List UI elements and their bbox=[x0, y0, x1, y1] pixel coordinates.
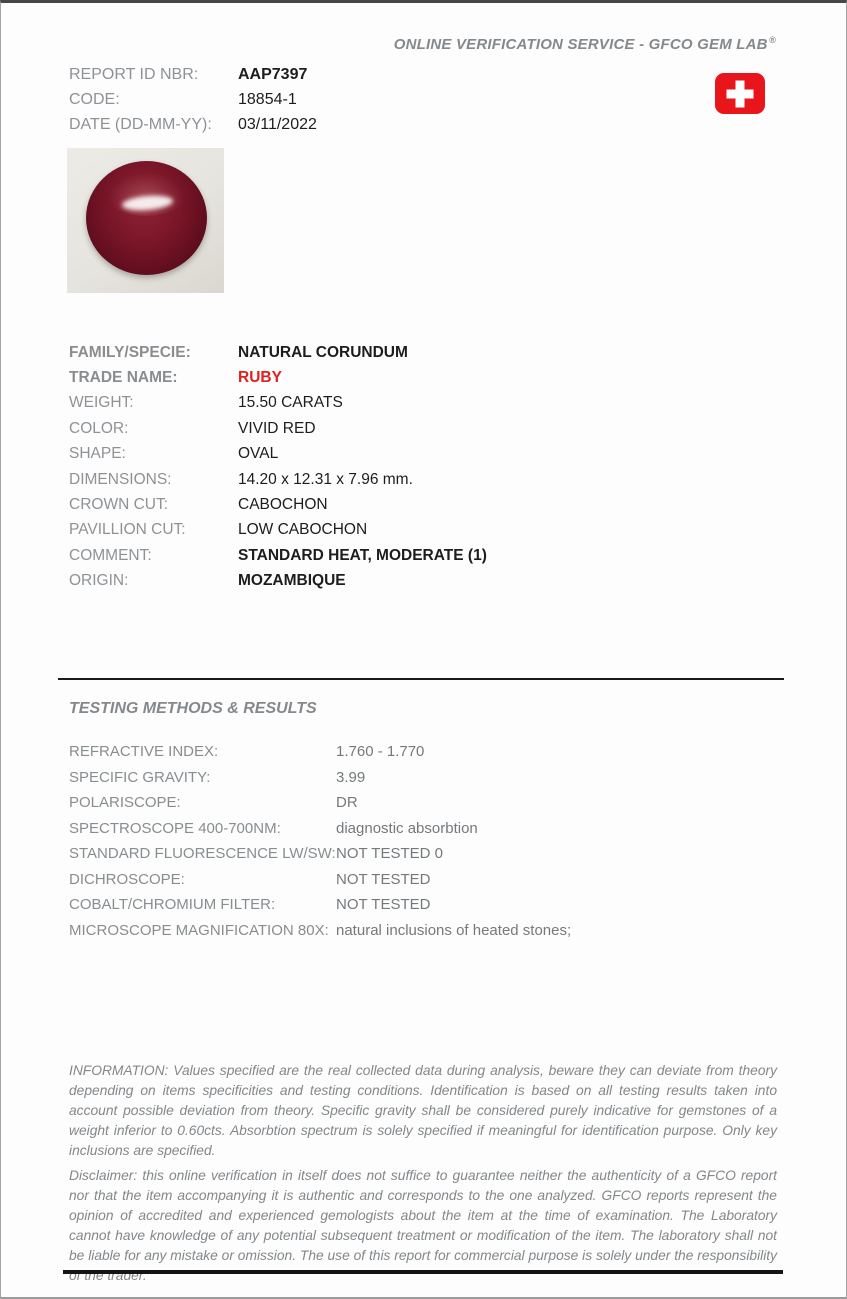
registered-mark: ® bbox=[769, 35, 776, 45]
color-row bbox=[69, 416, 487, 441]
dimensions-row bbox=[69, 467, 487, 492]
microscope-value: natural inclusions of heated stones; bbox=[336, 921, 572, 939]
weight-value: 15.50 CARATS bbox=[238, 394, 343, 412]
family-specie-row bbox=[69, 340, 487, 365]
pavillion-cut-value: LOW CABOCHON bbox=[238, 521, 368, 539]
dichroscope-value: NOT TESTED bbox=[336, 870, 431, 888]
origin-label: ORIGIN: bbox=[69, 572, 129, 590]
swiss-flag-icon bbox=[715, 73, 765, 114]
date-label: DATE (DD-MM-YY): bbox=[69, 115, 212, 133]
footer-double-rule bbox=[63, 1270, 783, 1274]
comment-row bbox=[69, 543, 487, 568]
specific-gravity-label: SPECIFIC GRAVITY: bbox=[69, 768, 211, 786]
polariscope-label: POLARISCOPE: bbox=[69, 794, 181, 812]
pavillion-cut-label: PAVILLION CUT: bbox=[69, 521, 186, 539]
polariscope-row bbox=[69, 790, 571, 816]
trade-name-value: RUBY bbox=[238, 369, 282, 387]
report-id-row bbox=[69, 62, 317, 87]
specific-gravity-value: 3.99 bbox=[336, 768, 366, 786]
information-paragraph: INFORMATION: Values specified are the real collected data during analysis, beware they can deviate from theory depending on items specificities and testing conditions. Identification is based on all testing results taken into account possible deviation from theory. Specific gravity shall be considered purely indicative for gemstones of a weight inferior to 0.60cts. Absorbtion spectrum is solely specified if meaningful for identification purpose. Only key inclusions are specified. bbox=[69, 1063, 777, 1158]
shape-value: OVAL bbox=[238, 445, 279, 463]
fluorescence-label: STANDARD FLUORESCENCE LW/SW: bbox=[69, 845, 336, 863]
dichroscope-label: DICHROSCOPE: bbox=[69, 870, 185, 888]
comment-label: COMMENT: bbox=[69, 546, 152, 564]
crown-cut-value: CABOCHON bbox=[238, 496, 328, 514]
date-row bbox=[69, 112, 317, 137]
shape-row bbox=[69, 442, 487, 467]
report-id-block bbox=[69, 62, 317, 137]
gem-details-block bbox=[69, 340, 487, 594]
section-divider bbox=[58, 678, 784, 680]
code-value: 18854-1 bbox=[238, 90, 297, 108]
spectroscope-value: diagnostic absorbtion bbox=[336, 819, 478, 837]
color-value: VIVID RED bbox=[238, 419, 316, 437]
cobalt-filter-label: COBALT/CHROMIUM FILTER: bbox=[69, 896, 276, 914]
microscope-row bbox=[69, 918, 571, 944]
report-id-label: REPORT ID NBR: bbox=[69, 65, 199, 83]
spectroscope-row bbox=[69, 816, 571, 842]
disclaimer-paragraph: Disclaimer: this online verification in itself does not suffice to guarantee neither the authenticity of a GFCO report nor that the item accompanying it is authentic and corresponds to the one analyzed. GFCO reports represent the opinion of accredited and experienced gemologists about the item at the time of examination. The Laboratory cannot have knowledge of any potential subsequent treatment or modification of the item. The laboratory shall not be liable for any mistake or omission. The use of this report for commercial purpose is solely under the responsibility of the trader. bbox=[69, 1168, 777, 1283]
shape-label: SHAPE: bbox=[69, 445, 126, 463]
weight-row bbox=[69, 391, 487, 416]
origin-value: MOZAMBIQUE bbox=[238, 572, 346, 590]
crown-cut-label: CROWN CUT: bbox=[69, 496, 169, 514]
fluorescence-row bbox=[69, 841, 571, 867]
service-title-text: ONLINE VERIFICATION SERVICE - GFCO GEM LAB bbox=[393, 36, 768, 53]
refractive-index-row bbox=[69, 739, 571, 765]
dimensions-label: DIMENSIONS: bbox=[69, 470, 172, 488]
dimensions-value: 14.20 x 12.31 x 7.96 mm. bbox=[238, 470, 413, 488]
weight-label: WEIGHT: bbox=[69, 394, 134, 412]
color-label: COLOR: bbox=[69, 419, 129, 437]
family-specie-value: NATURAL CORUNDUM bbox=[238, 343, 408, 361]
microscope-label: MICROSCOPE MAGNIFICATION 80X: bbox=[69, 921, 329, 939]
report-id-value: AAP7397 bbox=[238, 65, 308, 83]
cobalt-filter-value: NOT TESTED bbox=[336, 896, 431, 914]
family-specie-label: FAMILY/SPECIE: bbox=[69, 343, 191, 361]
code-row bbox=[69, 87, 317, 112]
trade-name-row bbox=[69, 365, 487, 390]
testing-results-block bbox=[69, 739, 571, 943]
crown-cut-row bbox=[69, 492, 487, 517]
cobalt-filter-row bbox=[69, 892, 571, 918]
page-title bbox=[394, 35, 776, 53]
dichroscope-row bbox=[69, 867, 571, 893]
comment-value: STANDARD HEAT, MODERATE (1) bbox=[238, 546, 487, 564]
gemstone-photo bbox=[67, 148, 224, 293]
code-label: CODE: bbox=[69, 90, 120, 108]
origin-row bbox=[69, 569, 487, 594]
refractive-index-value: 1.760 - 1.770 bbox=[336, 743, 425, 761]
polariscope-value: DR bbox=[336, 794, 358, 812]
testing-section-title: TESTING METHODS & RESULTS bbox=[69, 700, 317, 717]
pavillion-cut-row bbox=[69, 518, 487, 543]
ruby-cabochon-image bbox=[86, 161, 207, 275]
refractive-index-label: REFRACTIVE INDEX: bbox=[69, 743, 219, 761]
fluorescence-value: NOT TESTED 0 bbox=[336, 845, 443, 863]
spectroscope-label: SPECTROSCOPE 400-700NM: bbox=[69, 819, 281, 837]
date-value: 03/11/2022 bbox=[238, 115, 317, 133]
specific-gravity-row bbox=[69, 765, 571, 791]
trade-name-label: TRADE NAME: bbox=[69, 369, 178, 387]
